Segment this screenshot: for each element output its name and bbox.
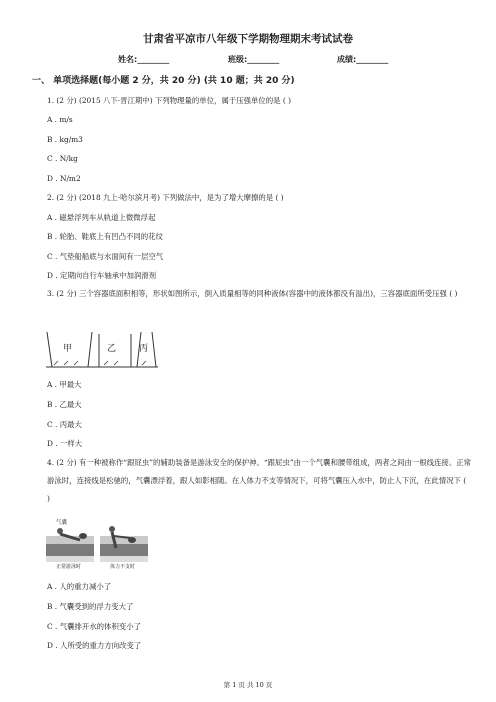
class-field: 班级:________: [228, 55, 280, 64]
section-title: 一、 单项选择题(每小题 2 分，共 20 分) (共 10 题；共 20 分): [32, 76, 295, 86]
name-field: 姓名:________: [118, 55, 170, 64]
container-line: [47, 332, 52, 367]
q1-option-c: C . N/kg: [47, 154, 78, 163]
q2-option-a: A . 磁悬浮列车从轨道上微微浮起: [47, 213, 156, 222]
q1-option-b: B . kg/m3: [47, 135, 83, 144]
container-label-bing: 丙: [139, 344, 149, 354]
tired-swimmer-head: [109, 526, 115, 532]
hatch-mark: [54, 361, 58, 365]
airbag-shape: [79, 533, 87, 539]
q4-option-c: C . 气囊排开水的体积变小了: [47, 622, 142, 631]
question-3: 3. (2 分) 三个容器底面积相等，形状如图所示，倒入质量相等的同种液体(容器中的液体都没有溢出)，三容器底面所受压强 ( ): [47, 289, 458, 298]
q3-option-b: B . 乙最大: [47, 400, 82, 409]
q1-option-d: D . N/m2: [47, 174, 81, 183]
hatch-mark: [64, 361, 68, 365]
page-footer: 第 1 页 共 10 页: [223, 681, 273, 689]
q4-option-d: D . 人所受的重力方向改变了: [47, 641, 142, 650]
airbag-label: 气囊: [56, 520, 68, 526]
caption-bar-left: [46, 556, 94, 562]
hatch-mark: [114, 361, 118, 365]
hatch-mark: [142, 361, 146, 365]
container-line: [88, 332, 92, 367]
q2-option-c: C . 气垫船船底与水面间有一层空气: [47, 252, 164, 261]
container-label-jia: 甲: [63, 344, 73, 354]
q3-option-a: A . 甲最大: [47, 380, 82, 389]
q4-option-b: B . 气囊受到的浮力变大了: [47, 602, 134, 611]
caption-normal: 正常游泳时: [56, 564, 82, 570]
caption-tired: 体力不支时: [110, 564, 136, 570]
caption-bar-right: [100, 556, 148, 562]
q2-option-d: D . 定期向自行车轴承中加润滑剂: [47, 271, 157, 280]
q3-option-d: D . 一样大: [47, 439, 83, 448]
containers-figure: [44, 332, 160, 370]
submerged-airbag-shape: [128, 537, 136, 543]
water-left: [46, 542, 94, 556]
q4-option-a: A . 人的重力减小了: [47, 582, 112, 591]
hatch-mark: [74, 361, 78, 365]
container-line: [152, 332, 156, 367]
question-1: 1. (2 分) (2015 八下·晋江期中) 下列物理量的单位，属于压强单位的是 ( ): [47, 96, 292, 105]
container-label-yi: 乙: [107, 344, 117, 354]
q3-option-c: C . 丙最大: [47, 420, 82, 429]
question-4: 4. (2 分) 有一种被称作“跟屁虫”的辅助装备是游泳安全的保护神。“跟屁虫”由一个气囊和腰带组成，两者之间由一根线连接。正常游泳时，连接线是松驰的，气囊漂浮着，跟人如影相随。在人体力不支等情况下，可将气囊压入水中，防止人下沉，在此情况下 ( ): [47, 458, 471, 503]
question-2: 2. (2 分) (2018 九上·哈尔滨月考) 下列做法中，是为了增大摩擦的是 ( ): [47, 193, 284, 202]
page-title: 甘肃省平凉市八年级下学期物理期末考试试卷: [143, 33, 353, 45]
hatch-mark: [104, 361, 108, 365]
swimming-figure: [46, 516, 148, 570]
water-right: [100, 542, 148, 556]
q1-option-a: A . m/s: [47, 115, 73, 124]
q2-option-b: B . 轮胎、鞋底上有凹凸不同的花纹: [47, 232, 163, 241]
score-field: 成绩:________: [337, 55, 389, 64]
